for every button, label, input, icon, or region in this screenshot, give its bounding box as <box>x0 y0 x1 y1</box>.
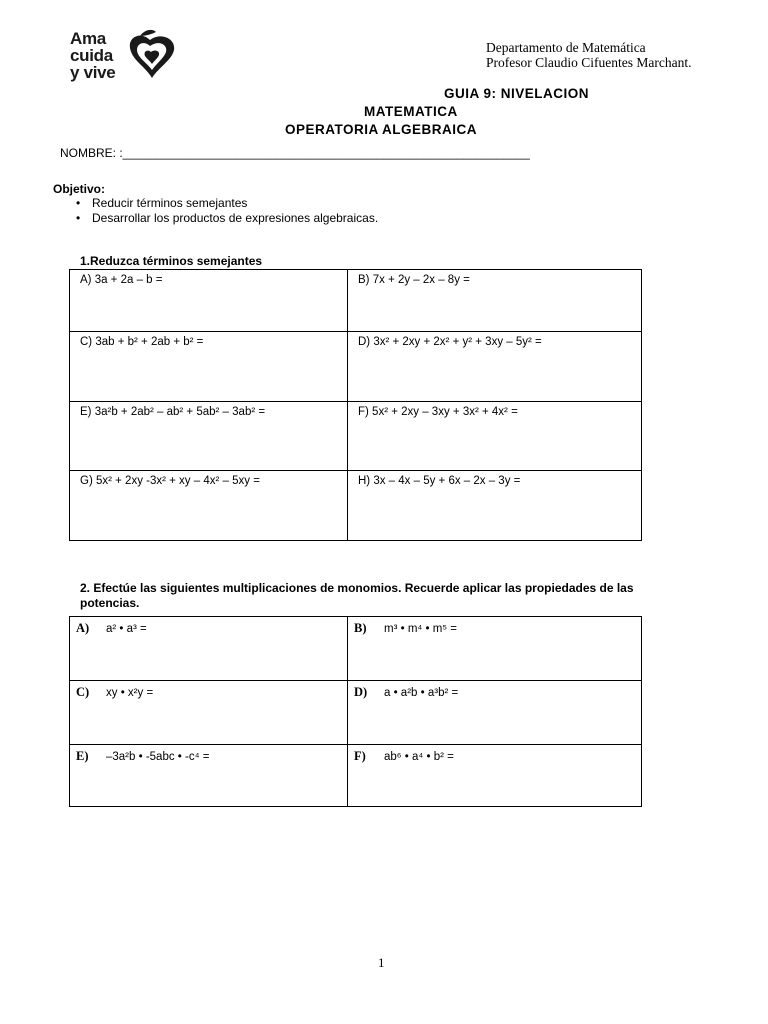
logo-text <box>70 30 115 81</box>
exercise-2c <box>70 681 348 745</box>
exercise-1e: E) 3a²b + 2ab² – ab² + 5ab² – 3ab² = <box>70 402 348 471</box>
exercise-1f: F) 5x² + 2xy – 3xy + 3x² + 4x² = <box>348 402 642 471</box>
exercise-label: E) <box>76 749 89 763</box>
exercise-label: F) <box>354 749 366 763</box>
section2-heading-line2: potencias. <box>80 596 140 610</box>
logo-line-1: Ama <box>70 29 106 48</box>
exercise-label: D) <box>354 685 368 699</box>
exercise-2e <box>70 745 348 807</box>
exercise-2f <box>348 745 642 807</box>
name-label: NOMBRE: : <box>60 146 123 160</box>
guide-title: GUIA 9: NIVELACION <box>444 86 590 101</box>
section2-heading-line1: 2. Efectúe las siguientes multiplicaciones de monomios. Recuerde aplicar las propiedades de las <box>80 581 634 595</box>
exercise-expr: xy • x²y = <box>106 687 154 699</box>
objective-item: • Reducir términos semejantes <box>70 196 378 211</box>
section1-table <box>69 269 642 541</box>
exercise-expr: –3a²b • -5abc • -c⁴ = <box>106 751 210 763</box>
exercise-1h: H) 3x – 4x – 5y + 6x – 2x – 3y = <box>348 471 642 541</box>
exercise-2a <box>70 617 348 681</box>
objective-list <box>70 196 378 226</box>
exercise-expr: m³ • m⁴ • m⁵ = <box>384 623 458 635</box>
exercise-expr: ab⁶ • a⁴ • b² = <box>384 751 454 763</box>
subject-title: MATEMATICA <box>364 104 458 119</box>
logo-line-2: cuida <box>70 46 113 65</box>
page-number: 1 <box>378 955 385 970</box>
heart-leaf-icon <box>120 28 180 88</box>
name-field <box>60 146 530 161</box>
exercise-label: A) <box>76 621 90 635</box>
exercise-1c: C) 3ab + b² + 2ab + b² = <box>70 332 348 402</box>
exercise-1a: A) 3a + 2a – b = <box>70 270 348 332</box>
exercise-expr: a² • a³ = <box>106 623 147 635</box>
exercise-label: C) <box>76 685 90 699</box>
exercise-expr: a • a²b • a³b² = <box>384 687 459 699</box>
exercise-2b <box>348 617 642 681</box>
exercise-1g: G) 5x² + 2xy -3x² + xy – 4x² – 5xy = <box>70 471 348 541</box>
section1-heading: 1.Reduzca términos semejantes <box>80 254 263 268</box>
objective-heading: Objetivo: <box>53 182 106 196</box>
section2-table <box>69 616 642 807</box>
objective-item: • Desarrollar los productos de expresiones algebraicas. <box>70 211 378 226</box>
name-blank-line: _____________________________________________________________ <box>122 146 530 160</box>
exercise-1b: B) 7x + 2y – 2x – 8y = <box>348 270 642 332</box>
logo-line-3: y vive <box>70 63 116 82</box>
teacher-name: Profesor Claudio Cifuentes Marchant. <box>486 55 692 70</box>
department-name: Departamento de Matemática <box>486 40 646 55</box>
school-logo <box>70 28 182 90</box>
topic-title: OPERATORIA ALGEBRAICA <box>285 122 478 137</box>
exercise-2d <box>348 681 642 745</box>
exercise-label: B) <box>354 621 367 635</box>
exercise-1d: D) 3x² + 2xy + 2x² + y² + 3xy – 5y² = <box>348 332 642 402</box>
